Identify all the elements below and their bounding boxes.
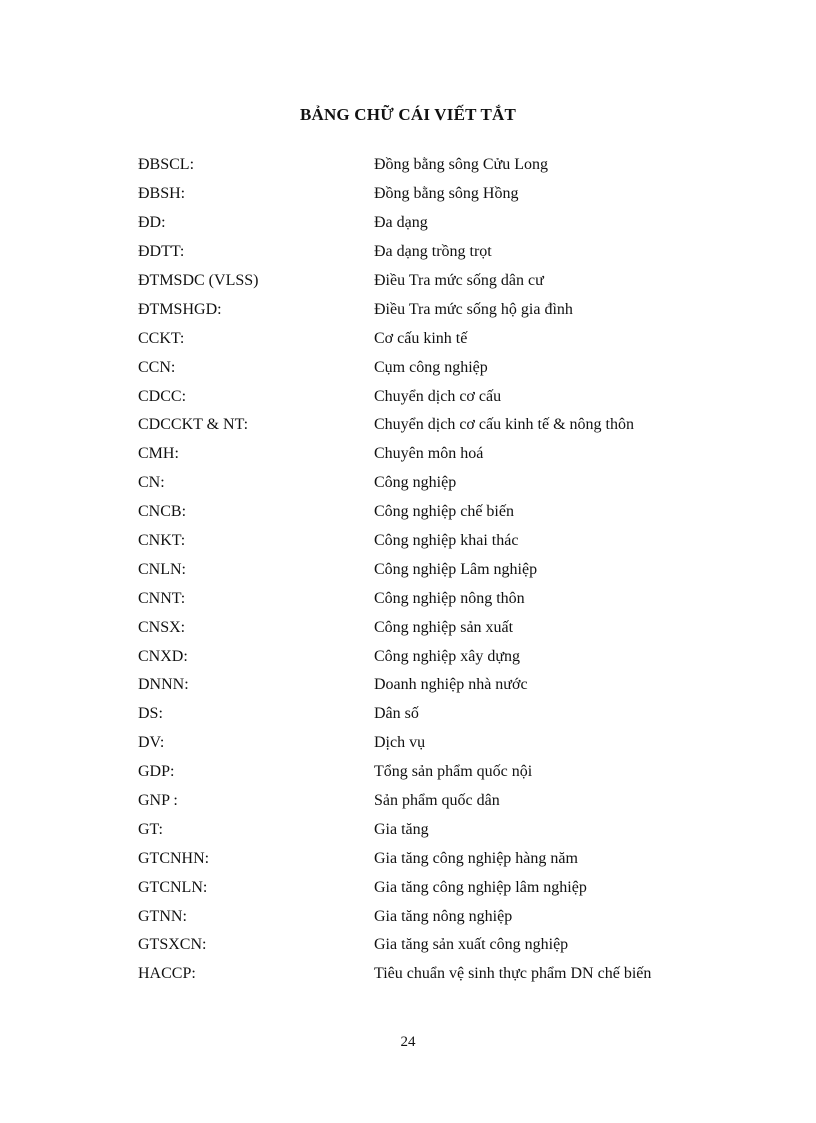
- abbreviation-meaning: Cơ cấu kinh tế: [374, 329, 468, 347]
- abbreviation: GTNN:: [138, 907, 187, 925]
- list-item: [138, 873, 738, 902]
- abbreviation: HACCP:: [138, 965, 196, 983]
- list-item: [138, 960, 738, 989]
- list-item: [138, 758, 738, 787]
- abbreviation: CNXD:: [138, 647, 188, 665]
- list-item: [138, 700, 738, 729]
- abbreviation-meaning: Tiêu chuẩn vệ sinh thực phẩm DN chế biến: [374, 965, 652, 983]
- list-item: [138, 931, 738, 960]
- abbreviation: GTSXCN:: [138, 936, 207, 954]
- abbreviation: CNCB:: [138, 503, 187, 521]
- list-item: [138, 469, 738, 498]
- abbreviation-meaning: Gia tăng nông nghiệp: [374, 907, 513, 925]
- list-item: [138, 180, 738, 209]
- abbreviation: ĐTMSDC (VLSS): [138, 272, 259, 289]
- abbreviation: CCN:: [138, 358, 176, 376]
- abbreviation: GDP:: [138, 763, 175, 781]
- list-item: [138, 324, 738, 353]
- list-item: [138, 238, 738, 267]
- abbreviation: CNKT:: [138, 532, 186, 550]
- abbreviation-meaning: Dịch vụ: [374, 734, 426, 752]
- abbreviation: CDCCKT & NT:: [138, 416, 249, 434]
- abbreviation-meaning: Công nghiệp sản xuất: [374, 618, 514, 636]
- abbreviation-meaning: Gia tăng: [374, 820, 429, 838]
- list-item: [138, 151, 738, 180]
- list-item: [138, 902, 738, 931]
- list-item: [138, 527, 738, 556]
- abbreviation: DNNN:: [138, 676, 189, 694]
- list-item: [138, 382, 738, 411]
- abbreviation-list: [138, 151, 738, 989]
- abbreviation: CNSX:: [138, 618, 186, 636]
- list-item: [138, 642, 738, 671]
- abbreviation-meaning: Điều Tra mức sống dân cư: [374, 272, 544, 289]
- abbreviation-meaning: Chuyên môn hoá: [374, 445, 484, 463]
- list-item: [138, 498, 738, 527]
- list-item: [138, 411, 738, 440]
- abbreviation-meaning: Doanh nghiệp nhà nước: [374, 676, 528, 694]
- list-item: [138, 353, 738, 382]
- abbreviation: ĐBSH:: [138, 185, 186, 203]
- abbreviation: CN:: [138, 474, 165, 492]
- abbreviation-meaning: Công nghiệp nông thôn: [374, 589, 525, 607]
- abbreviation: ĐDTT:: [138, 243, 185, 261]
- abbreviation-meaning: Gia tăng sản xuất công nghiệp: [374, 936, 569, 954]
- abbreviation: CMH:: [138, 445, 179, 463]
- abbreviation: DS:: [138, 705, 163, 723]
- list-item: [138, 295, 738, 324]
- abbreviation: CNLN:: [138, 560, 186, 578]
- abbreviation-meaning: Gia tăng công nghiệp lâm nghiệp: [374, 878, 587, 896]
- abbreviation-meaning: Đa dạng: [374, 214, 428, 232]
- abbreviation: ĐD:: [138, 214, 166, 232]
- abbreviation-meaning: Điều Tra mức sống hộ gia đình: [374, 300, 573, 318]
- list-item: [138, 844, 738, 873]
- list-item: [138, 555, 738, 584]
- page-title: BẢNG CHỮ CÁI VIẾT TẮT: [299, 105, 517, 124]
- abbreviation-meaning: Công nghiệp xây dựng: [374, 647, 520, 665]
- abbreviation: DV:: [138, 734, 165, 752]
- abbreviation-meaning: Gia tăng công nghiệp hàng năm: [374, 849, 578, 867]
- abbreviation-meaning: Tổng sản phẩm quốc nội: [374, 763, 533, 781]
- list-item: [138, 209, 738, 238]
- abbreviation-meaning: Đồng bằng sông Hồng: [374, 185, 519, 203]
- list-item: [138, 267, 738, 296]
- abbreviation-meaning: Chuyển dịch cơ cấu: [374, 387, 502, 405]
- abbreviation: CCKT:: [138, 329, 185, 347]
- list-item: [138, 613, 738, 642]
- page-number: 24: [400, 1034, 416, 1050]
- abbreviation-meaning: Đồng bằng sông Cửu Long: [374, 156, 548, 174]
- list-item: [138, 815, 738, 844]
- abbreviation-meaning: Chuyển dịch cơ cấu kinh tế & nông thôn: [374, 416, 634, 434]
- abbreviation-meaning: Dân số: [374, 705, 419, 723]
- abbreviation: GTCNLN:: [138, 878, 208, 896]
- abbreviation: GNP :: [138, 792, 178, 810]
- abbreviation-meaning: Sản phẩm quốc dân: [374, 792, 500, 810]
- abbreviation-meaning: Đa dạng trồng trọt: [374, 243, 492, 261]
- abbreviation: ĐBSCL:: [138, 156, 195, 174]
- abbreviation: CNNT:: [138, 589, 186, 607]
- list-item: [138, 440, 738, 469]
- abbreviation-meaning: Công nghiệp Lâm nghiệp: [374, 560, 538, 578]
- abbreviation-meaning: Công nghiệp: [374, 474, 457, 492]
- abbreviation: ĐTMSHGD:: [138, 300, 222, 318]
- list-item: [138, 729, 738, 758]
- list-item: [138, 787, 738, 816]
- abbreviation-meaning: Cụm công nghiệp: [374, 358, 488, 376]
- abbreviation: CDCC:: [138, 387, 187, 405]
- list-item: [138, 671, 738, 700]
- list-item: [138, 584, 738, 613]
- abbreviation: GTCNHN:: [138, 849, 210, 867]
- abbreviation: GT:: [138, 820, 163, 838]
- abbreviation-meaning: Công nghiệp chế biến: [374, 503, 514, 521]
- abbreviation-meaning: Công nghiệp khai thác: [374, 532, 519, 550]
